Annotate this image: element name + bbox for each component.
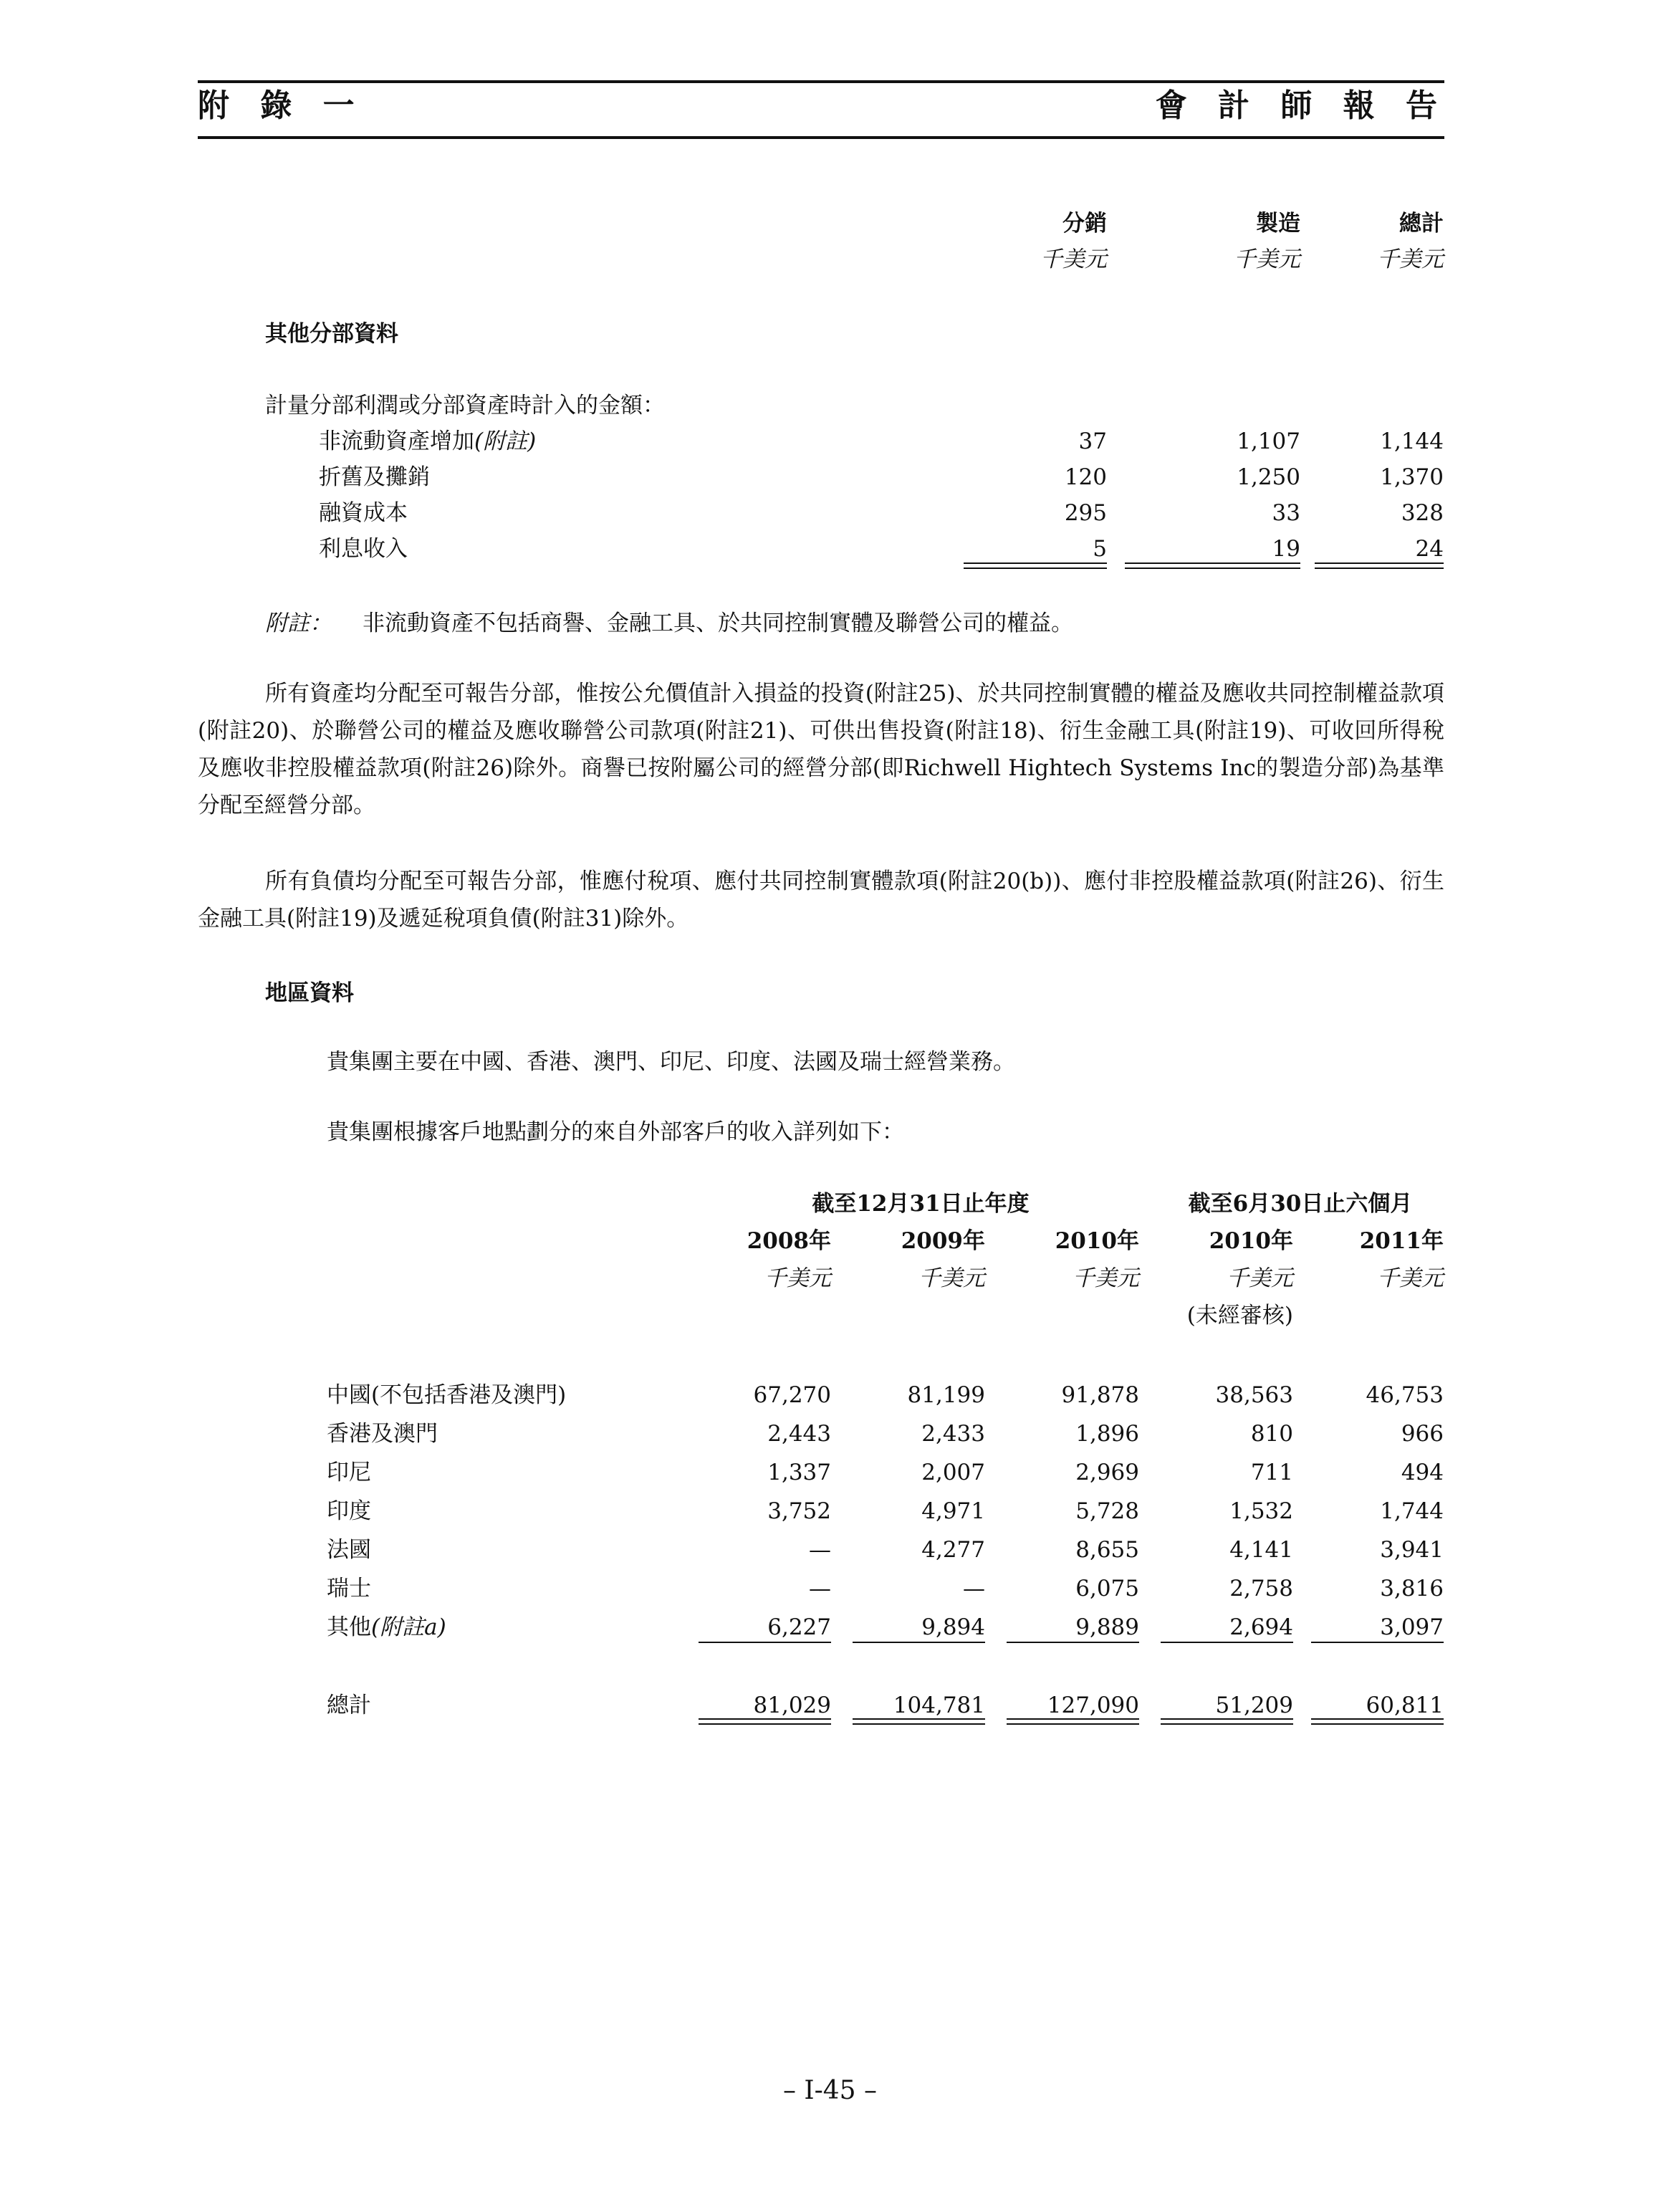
geo-cell: 711 — [1250, 1460, 1293, 1485]
geo-cell: — — [963, 1576, 985, 1601]
geo-total-rule — [1161, 1718, 1293, 1720]
geo-total-rule — [1311, 1718, 1444, 1720]
geo-row-label: 印度 — [327, 1498, 371, 1524]
segment-cell: 1,107 — [1237, 428, 1300, 454]
geo-row-label: 中國(不包括香港及澳門) — [327, 1382, 567, 1408]
geo-cell: — — [809, 1537, 831, 1563]
unit-header: 千美元 — [764, 1265, 831, 1291]
geo-cell: 1,337 — [767, 1460, 831, 1485]
geo-cell: — — [809, 1576, 831, 1601]
year-header: 2011年 — [1359, 1228, 1444, 1254]
segment-cell: 1,370 — [1380, 464, 1444, 490]
segment-total-rule — [1125, 562, 1300, 564]
geo-total-cell: 81,029 — [753, 1692, 831, 1718]
geo-cell: 494 — [1401, 1460, 1444, 1485]
geo-cell: 2,969 — [1075, 1460, 1139, 1485]
section-title-other-segment: 其他分部資料 — [265, 321, 398, 347]
geo-total-cell: 51,209 — [1215, 1692, 1293, 1718]
segment-total-rule — [964, 562, 1107, 564]
unit-header: 千美元 — [918, 1265, 985, 1291]
col-header-total: 總計 — [1399, 211, 1444, 236]
segment-total-rule — [1125, 568, 1300, 569]
geo-subtotal-rule — [1311, 1642, 1444, 1643]
segment-row-label: 折舊及攤銷 — [319, 464, 430, 490]
assets-allocation-paragraph: 所有資產均分配至可報告分部，惟按公允價值計入損益的投資(附註25)、於共同控制實體的權益及應收共同控制權益款項(附註20)、於聯營公司的權益及應收聯營公司款項(附註21)、可供出售投資(附註18)、衍生金融工具(附註19)、可收回所得稅及應收非控股權益款項(附註26)除外。商譽已按附屬公司的經營分部(即Richwell Hightech Systems Inc的製造分部)為基準分配至經營分部。 — [198, 681, 1444, 818]
year-header: 2010年 — [1209, 1228, 1293, 1254]
geo-cell: 9,889 — [1075, 1614, 1139, 1640]
segment-intro: 計量分部利潤或分部資產時計入的金額： — [265, 393, 665, 418]
geo-row-label: 印尼 — [327, 1460, 371, 1485]
geo-cell: 6,227 — [767, 1614, 831, 1640]
geo-cell: 2,433 — [921, 1421, 985, 1447]
geo-total-rule — [1007, 1718, 1139, 1720]
geo-revenue-intro: 貴集團根據客戶地點劃分的來自外部客戶的收入詳列如下： — [327, 1119, 904, 1145]
segment-cell: 328 — [1401, 500, 1444, 526]
geo-cell: 1,896 — [1075, 1421, 1139, 1447]
geo-cell: 9,894 — [921, 1614, 985, 1640]
segment-cell: 1,144 — [1380, 428, 1444, 454]
segment-row-label: 非流動資產增加(附註) — [319, 428, 537, 454]
segment-total-rule — [964, 568, 1107, 569]
unaudited-label: (未經審核) — [1186, 1303, 1293, 1328]
unit-header: 千美元 — [1073, 1265, 1139, 1291]
geo-total-rule — [1161, 1723, 1293, 1725]
geo-cell: 5,728 — [1075, 1498, 1139, 1524]
geo-cell: 2,694 — [1229, 1614, 1293, 1640]
segment-total-rule — [1315, 568, 1444, 569]
geo-cell: 6,075 — [1075, 1576, 1139, 1601]
geo-total-cell: 127,090 — [1047, 1692, 1139, 1718]
geo-total-cell: 60,811 — [1366, 1692, 1444, 1718]
col-header-distribution: 分銷 — [1062, 211, 1107, 236]
geo-row-label: 法國 — [327, 1537, 371, 1563]
segment-cell: 295 — [1064, 500, 1107, 526]
geo-row-label: 香港及澳門 — [327, 1421, 438, 1447]
geo-cell: 1,744 — [1380, 1498, 1444, 1524]
note-text: 非流動資產不包括商譽、金融工具、於共同控制實體及聯營公司的權益。 — [363, 611, 1073, 636]
col-unit-manufacturing: 千美元 — [1234, 246, 1300, 272]
geo-total-rule — [853, 1723, 985, 1725]
geo-cell: 4,141 — [1229, 1537, 1293, 1563]
report-title: 會 計 師 報 告 — [1155, 87, 1447, 124]
segment-cell: 120 — [1064, 464, 1107, 490]
geo-cell: 1,532 — [1229, 1498, 1293, 1524]
segment-cell: 1,250 — [1237, 464, 1300, 490]
geo-subtotal-rule — [853, 1642, 985, 1643]
geo-total-rule — [699, 1718, 831, 1720]
geo-cell: 67,270 — [753, 1382, 831, 1408]
group-header-years: 截至12月31日止年度 — [812, 1191, 1030, 1217]
geo-cell: 81,199 — [907, 1382, 985, 1408]
segment-cell: 19 — [1272, 536, 1300, 562]
geo-subtotal-rule — [1007, 1642, 1139, 1643]
geo-cell: 46,753 — [1366, 1382, 1444, 1408]
geo-cell: 3,941 — [1380, 1537, 1444, 1563]
group-header-six-months: 截至6月30日止六個月 — [1188, 1191, 1413, 1217]
unit-header: 千美元 — [1377, 1265, 1444, 1291]
geo-subtotal-rule — [1161, 1642, 1293, 1643]
year-header: 2008年 — [747, 1228, 831, 1254]
geo-cell: 810 — [1250, 1421, 1293, 1447]
unit-header: 千美元 — [1227, 1265, 1293, 1291]
liabilities-allocation-paragraph: 所有負債均分配至可報告分部，惟應付稅項、應付共同控制實體款項(附註20(b))、應付非控股權益款項(附註26)、衍生金融工具(附註19)及遞延稅項負債(附註31)除外。 — [198, 868, 1444, 932]
geo-cell: 3,816 — [1380, 1576, 1444, 1601]
segment-row-label: 利息收入 — [319, 536, 408, 562]
note-label: 附註： — [265, 611, 332, 636]
col-header-manufacturing: 製造 — [1256, 211, 1300, 236]
geo-total-label: 總計 — [327, 1692, 371, 1718]
geo-subtotal-rule — [699, 1642, 831, 1643]
header-bottom-rule — [198, 136, 1444, 139]
geo-cell: 2,007 — [921, 1460, 985, 1485]
geo-cell: 91,878 — [1061, 1382, 1139, 1408]
geo-cell: 3,752 — [767, 1498, 831, 1524]
segment-cell: 37 — [1078, 428, 1107, 454]
geo-row-label: 瑞士 — [327, 1576, 371, 1601]
page-number: – I-45 – — [782, 2076, 878, 2105]
col-unit-distribution: 千美元 — [1040, 246, 1107, 272]
geo-total-rule — [699, 1723, 831, 1725]
geo-total-cell: 104,781 — [893, 1692, 985, 1718]
geo-total-rule — [1311, 1723, 1444, 1725]
segment-cell: 24 — [1415, 536, 1444, 562]
appendix-title: 附 錄 一 — [198, 87, 365, 124]
geo-cell: 2,443 — [767, 1421, 831, 1447]
geo-cell: 8,655 — [1075, 1537, 1139, 1563]
geo-total-rule — [853, 1718, 985, 1720]
col-unit-total: 千美元 — [1377, 246, 1444, 272]
geo-cell: 3,097 — [1380, 1614, 1444, 1640]
segment-total-rule — [1315, 562, 1444, 564]
year-header: 2010年 — [1055, 1228, 1139, 1254]
geo-total-rule — [1007, 1723, 1139, 1725]
geo-cell: 4,971 — [921, 1498, 985, 1524]
geo-cell: 4,277 — [921, 1537, 985, 1563]
segment-row-label: 融資成本 — [319, 500, 408, 526]
geo-cell: 966 — [1401, 1421, 1444, 1447]
geo-operations-text: 貴集團主要在中國、香港、澳門、印尼、印度、法國及瑞士經營業務。 — [327, 1049, 1015, 1075]
geo-cell: 38,563 — [1215, 1382, 1293, 1408]
section-title-geographic: 地區資料 — [265, 980, 354, 1006]
geo-row-label: 其他(附註a) — [327, 1614, 446, 1640]
header-top-rule — [198, 80, 1444, 83]
year-header: 2009年 — [901, 1228, 985, 1254]
segment-cell: 5 — [1093, 536, 1107, 562]
geo-cell: 2,758 — [1229, 1576, 1293, 1601]
segment-cell: 33 — [1272, 500, 1300, 526]
